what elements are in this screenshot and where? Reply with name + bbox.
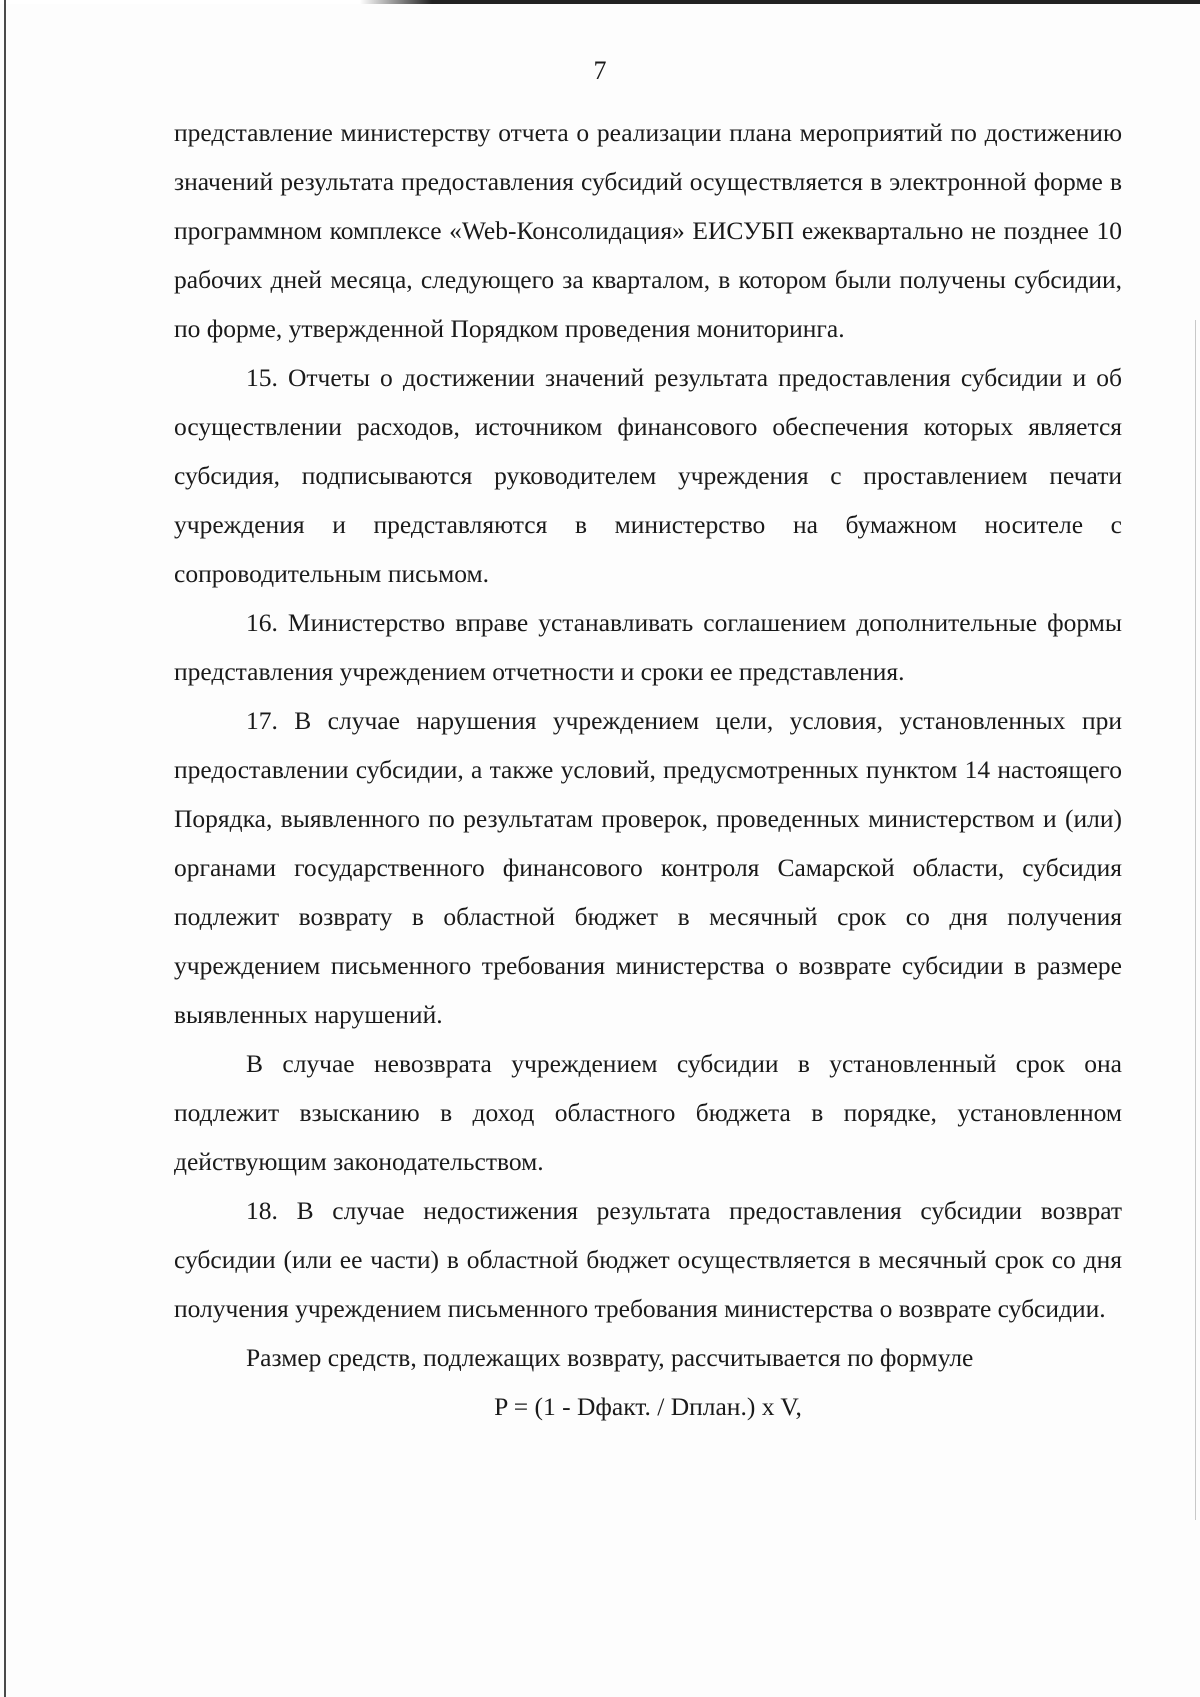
paragraph-17: 17. В случае нарушения учреждением цели, условия, установленных при предоставлении субсидии, а также условий, предусмотренных пунктом 14 настоящего Порядка, выявленного по результатам проверок, проведенных министерством и (или) органами государственного финансового контроля Самарской области, субсидия подлежит возврату в областной бюджет в месячный срок со дня получения учреждением письменного требования министерства о возврате субсидии в размере выявленных нарушений. [174,706,1122,1029]
scan-border-left [4,0,6,1697]
scan-border-top [0,0,1200,4]
paragraph-18: 18. В случае недостижения результата предоставления субсидии возврат субсидии (или ее части) в областной бюджет осуществляется в месячный срок со дня получения учреждением письменного требования министерства о возврате субсидии. [174,1196,1122,1323]
paragraph-17-nonreturn: В случае невозврата учреждением субсидии в установленный срок она подлежит взысканию в доход областного бюджета в порядке, установленном действующим законодательством. [174,1049,1122,1176]
page-number: 7 [593,56,607,85]
paragraph-16: 16. Министерство вправе устанавливать соглашением дополнительные формы представления учреждением отчетности и сроки ее представления. [174,608,1122,686]
document-body [174,108,1122,1431]
paragraph-15: 15. Отчеты о достижении значений результата предоставления субсидии и об осуществлении расходов, источником финансового обеспечения которых является субсидия, подписываются руководителем учреждения с проставлением печати учреждения и представляются в министерство на бумажном носителе с сопроводительным письмом. [174,363,1122,588]
paragraph-continuation: представление министерству отчета о реализации плана мероприятий по достижению значений результата предоставления субсидий осуществляется в электронной форме в программном комплексе «Web-Консолидация» ЕИСУБП ежеквартально не позднее 10 рабочих дней месяца, следующего за кварталом, в котором были получены субсидии, по форме, утвержденной Порядком проведения мониторинга. [174,118,1122,343]
scan-border-right [1195,320,1196,1520]
paragraph-formula-intro: Размер средств, подлежащих возврату, рассчитывается по формуле [246,1343,974,1372]
formula: P = (1 - Dфакт. / Dплан.) x V, [494,1392,802,1421]
